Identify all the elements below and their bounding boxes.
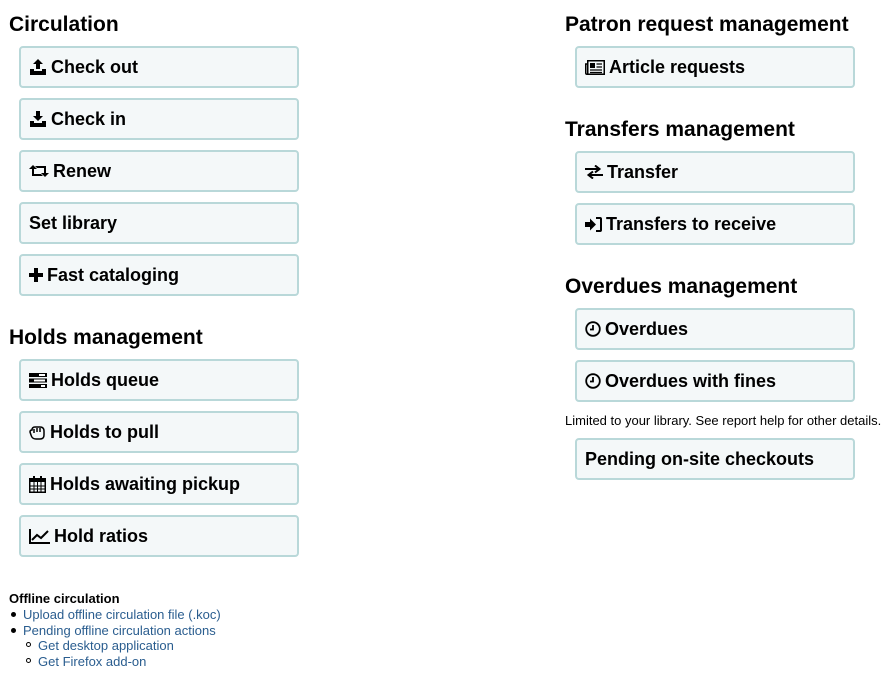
calendar-icon [29,476,46,493]
fast-cataloging-button[interactable] [19,254,299,296]
fast-cataloging-label: Fast cataloging [47,264,180,285]
download-icon [29,111,47,127]
offline-links-list [9,607,409,669]
holds-to-pull-label: Holds to pull [50,421,159,442]
renew-button[interactable] [19,150,299,192]
upload-icon [29,59,47,75]
exchange-icon [585,165,603,179]
transfer-label: Transfer [607,161,679,182]
set-library-label: Set library [29,212,118,233]
retweet-icon [29,164,49,178]
sign-in-icon [585,217,602,232]
holds-awaiting-pickup-button[interactable] [19,463,299,505]
circulation-heading: Circulation [9,13,119,36]
hold-ratios-button[interactable] [19,515,299,557]
article-requests-button[interactable] [575,46,855,88]
offline-heading: Offline circulation [9,591,120,606]
get-desktop-application-link[interactable]: Get desktop application [38,638,174,653]
transfer-button[interactable] [575,151,855,193]
transfers-to-receive-label: Transfers to receive [606,213,777,234]
check-in-label: Check in [51,108,127,129]
list-item [9,607,409,623]
hold-ratios-label: Hold ratios [54,525,149,546]
holds-awaiting-pickup-label: Holds awaiting pickup [50,473,241,494]
list-item [9,638,409,654]
clock-icon [585,373,601,389]
upload-offline-file-link[interactable]: Upload offline circulation file (.koc) [23,607,221,622]
holds-to-pull-button[interactable] [19,411,299,453]
check-out-button[interactable] [19,46,299,88]
transfers-heading: Transfers management [565,118,795,141]
holds-queue-label: Holds queue [51,369,160,390]
holds-queue-button[interactable] [19,359,299,401]
overdues-label: Overdues [605,318,689,339]
holds-heading: Holds management [9,326,203,349]
check-out-label: Check out [51,56,139,77]
hand-icon [29,424,46,441]
pending-onsite-checkouts-button[interactable] [575,438,855,480]
patron-request-heading: Patron request management [565,13,849,36]
set-library-button[interactable] [19,202,299,244]
line-chart-icon [29,529,50,544]
plus-icon [29,268,43,282]
check-in-button[interactable] [19,98,299,140]
newspaper-icon [585,60,605,75]
clock-icon [585,321,601,337]
overdues-note: Limited to your library. See report help for other details. [565,413,882,428]
overdues-button[interactable] [575,308,855,350]
pending-offline-actions-link[interactable]: Pending offline circulation actions [23,622,216,638]
tasks-icon [29,373,47,388]
offline-circulation-section [9,591,409,669]
transfers-to-receive-button[interactable] [575,203,855,245]
list-item [9,623,409,639]
pending-onsite-checkouts-label: Pending on-site checkouts [585,448,815,469]
overdues-heading: Overdues management [565,275,798,298]
article-requests-label: Article requests [609,56,746,77]
overdues-with-fines-button[interactable] [575,360,855,402]
list-item [9,654,409,670]
overdues-with-fines-label: Overdues with fines [605,370,777,391]
renew-label: Renew [53,160,112,181]
get-firefox-addon-link[interactable]: Get Firefox add-on [38,653,147,669]
